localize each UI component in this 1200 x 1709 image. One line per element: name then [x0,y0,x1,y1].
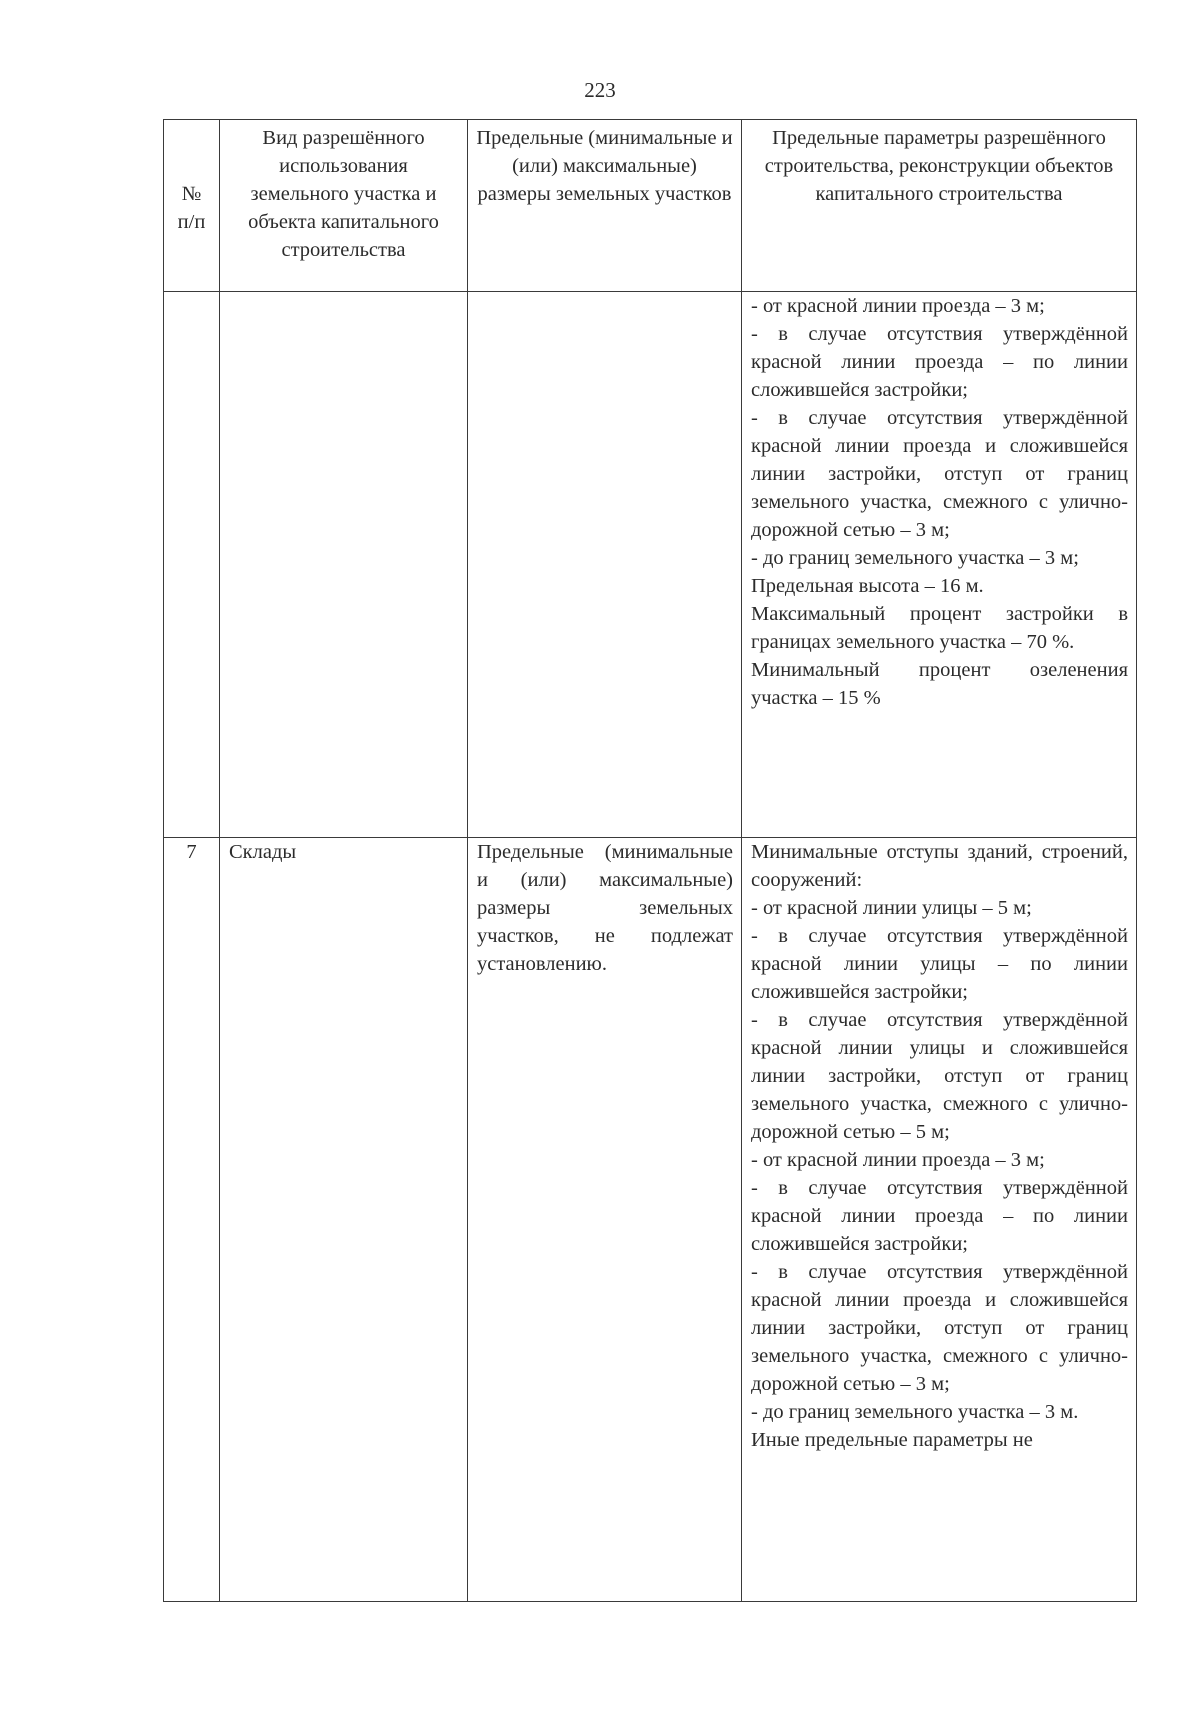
param-line: - от красной линии проезда – 3 м; [751,295,1045,317]
param-line: Предельная высота – 16 м. [751,575,984,597]
param-line: - в случае отсутствия утверждённой красной линии улицы и сложившейся линии застройки, отступ от границ земельного участка, смежного с улично-дорожной сетью – 5 м; [751,1009,1128,1143]
row-1-params [742,292,1137,838]
table-row [164,838,1137,1602]
row-2-use-type-text: Склады [229,841,297,863]
param-line: - в случае отсутствия утверждённой красной линии улицы – по линии сложившейся застройки; [751,925,1128,1003]
header-num [164,120,220,292]
header-num-line-1: № [181,183,202,205]
param-line: - от красной линии проезда – 3 м; [751,1149,1045,1171]
row-1-use-type [220,292,468,838]
param-line: Иные предельные параметры не [751,1429,1033,1451]
row-2-num: 7 [164,838,220,1602]
param-line: - в случае отсутствия утверждённой красной линии проезда и сложившейся линии застройки, отступ от границ земельного участка, смежного с улично-дорожной сетью – 3 м; [751,407,1128,541]
header-plot-size [468,120,742,292]
row-1-plot-size [468,292,742,838]
param-line: - до границ земельного участка – 3 м; [751,547,1079,569]
zoning-parameters-table [163,119,1137,1602]
row-2-use-type [220,838,468,1602]
param-line: Максимальный процент застройки в границах земельного участка – 70 %. [751,603,1128,653]
param-line: - в случае отсутствия утверждённой красной линии проезда – по линии сложившейся застройки; [751,323,1128,401]
row-2-plot-size [468,838,742,1602]
param-line: Минимальный процент озеленения участка – 15 % [751,659,1128,709]
header-use-type [220,120,468,292]
param-line: - в случае отсутствия утверждённой красной линии проезда – по линии сложившейся застройки; [751,1177,1128,1255]
header-use-type-text: Вид разрешённого использования земельного участка и объекта капитального строительства [248,127,439,261]
param-line: - в случае отсутствия утверждённой красной линии проезда и сложившейся линии застройки, отступ от границ земельного участка, смежного с улично-дорожной сетью – 3 м; [751,1261,1128,1395]
table-row [164,292,1137,838]
row-2-plot-size-text: Предельные (минимальные и (или) максимальные) размеры земельных участков, не подлежат установлению. [477,841,733,975]
page-number: 223 [584,78,616,102]
header-num-line-2: п/п [177,211,206,233]
row-1-num [164,292,220,838]
row-2-params [742,838,1137,1602]
param-line: Минимальные отступы зданий, строений, сооружений: [751,841,1128,891]
header-plot-size-text: Предельные (минимальные и (или) максимальные) размеры земельных участков [476,127,733,205]
param-line: - до границ земельного участка – 3 м. [751,1401,1079,1423]
header-params-text: Предельные параметры разрешённого строительства, реконструкции объектов капитального строительства [764,127,1114,205]
table-header-row [164,120,1137,292]
header-params [742,120,1137,292]
param-line: - от красной линии улицы – 5 м; [751,897,1032,919]
